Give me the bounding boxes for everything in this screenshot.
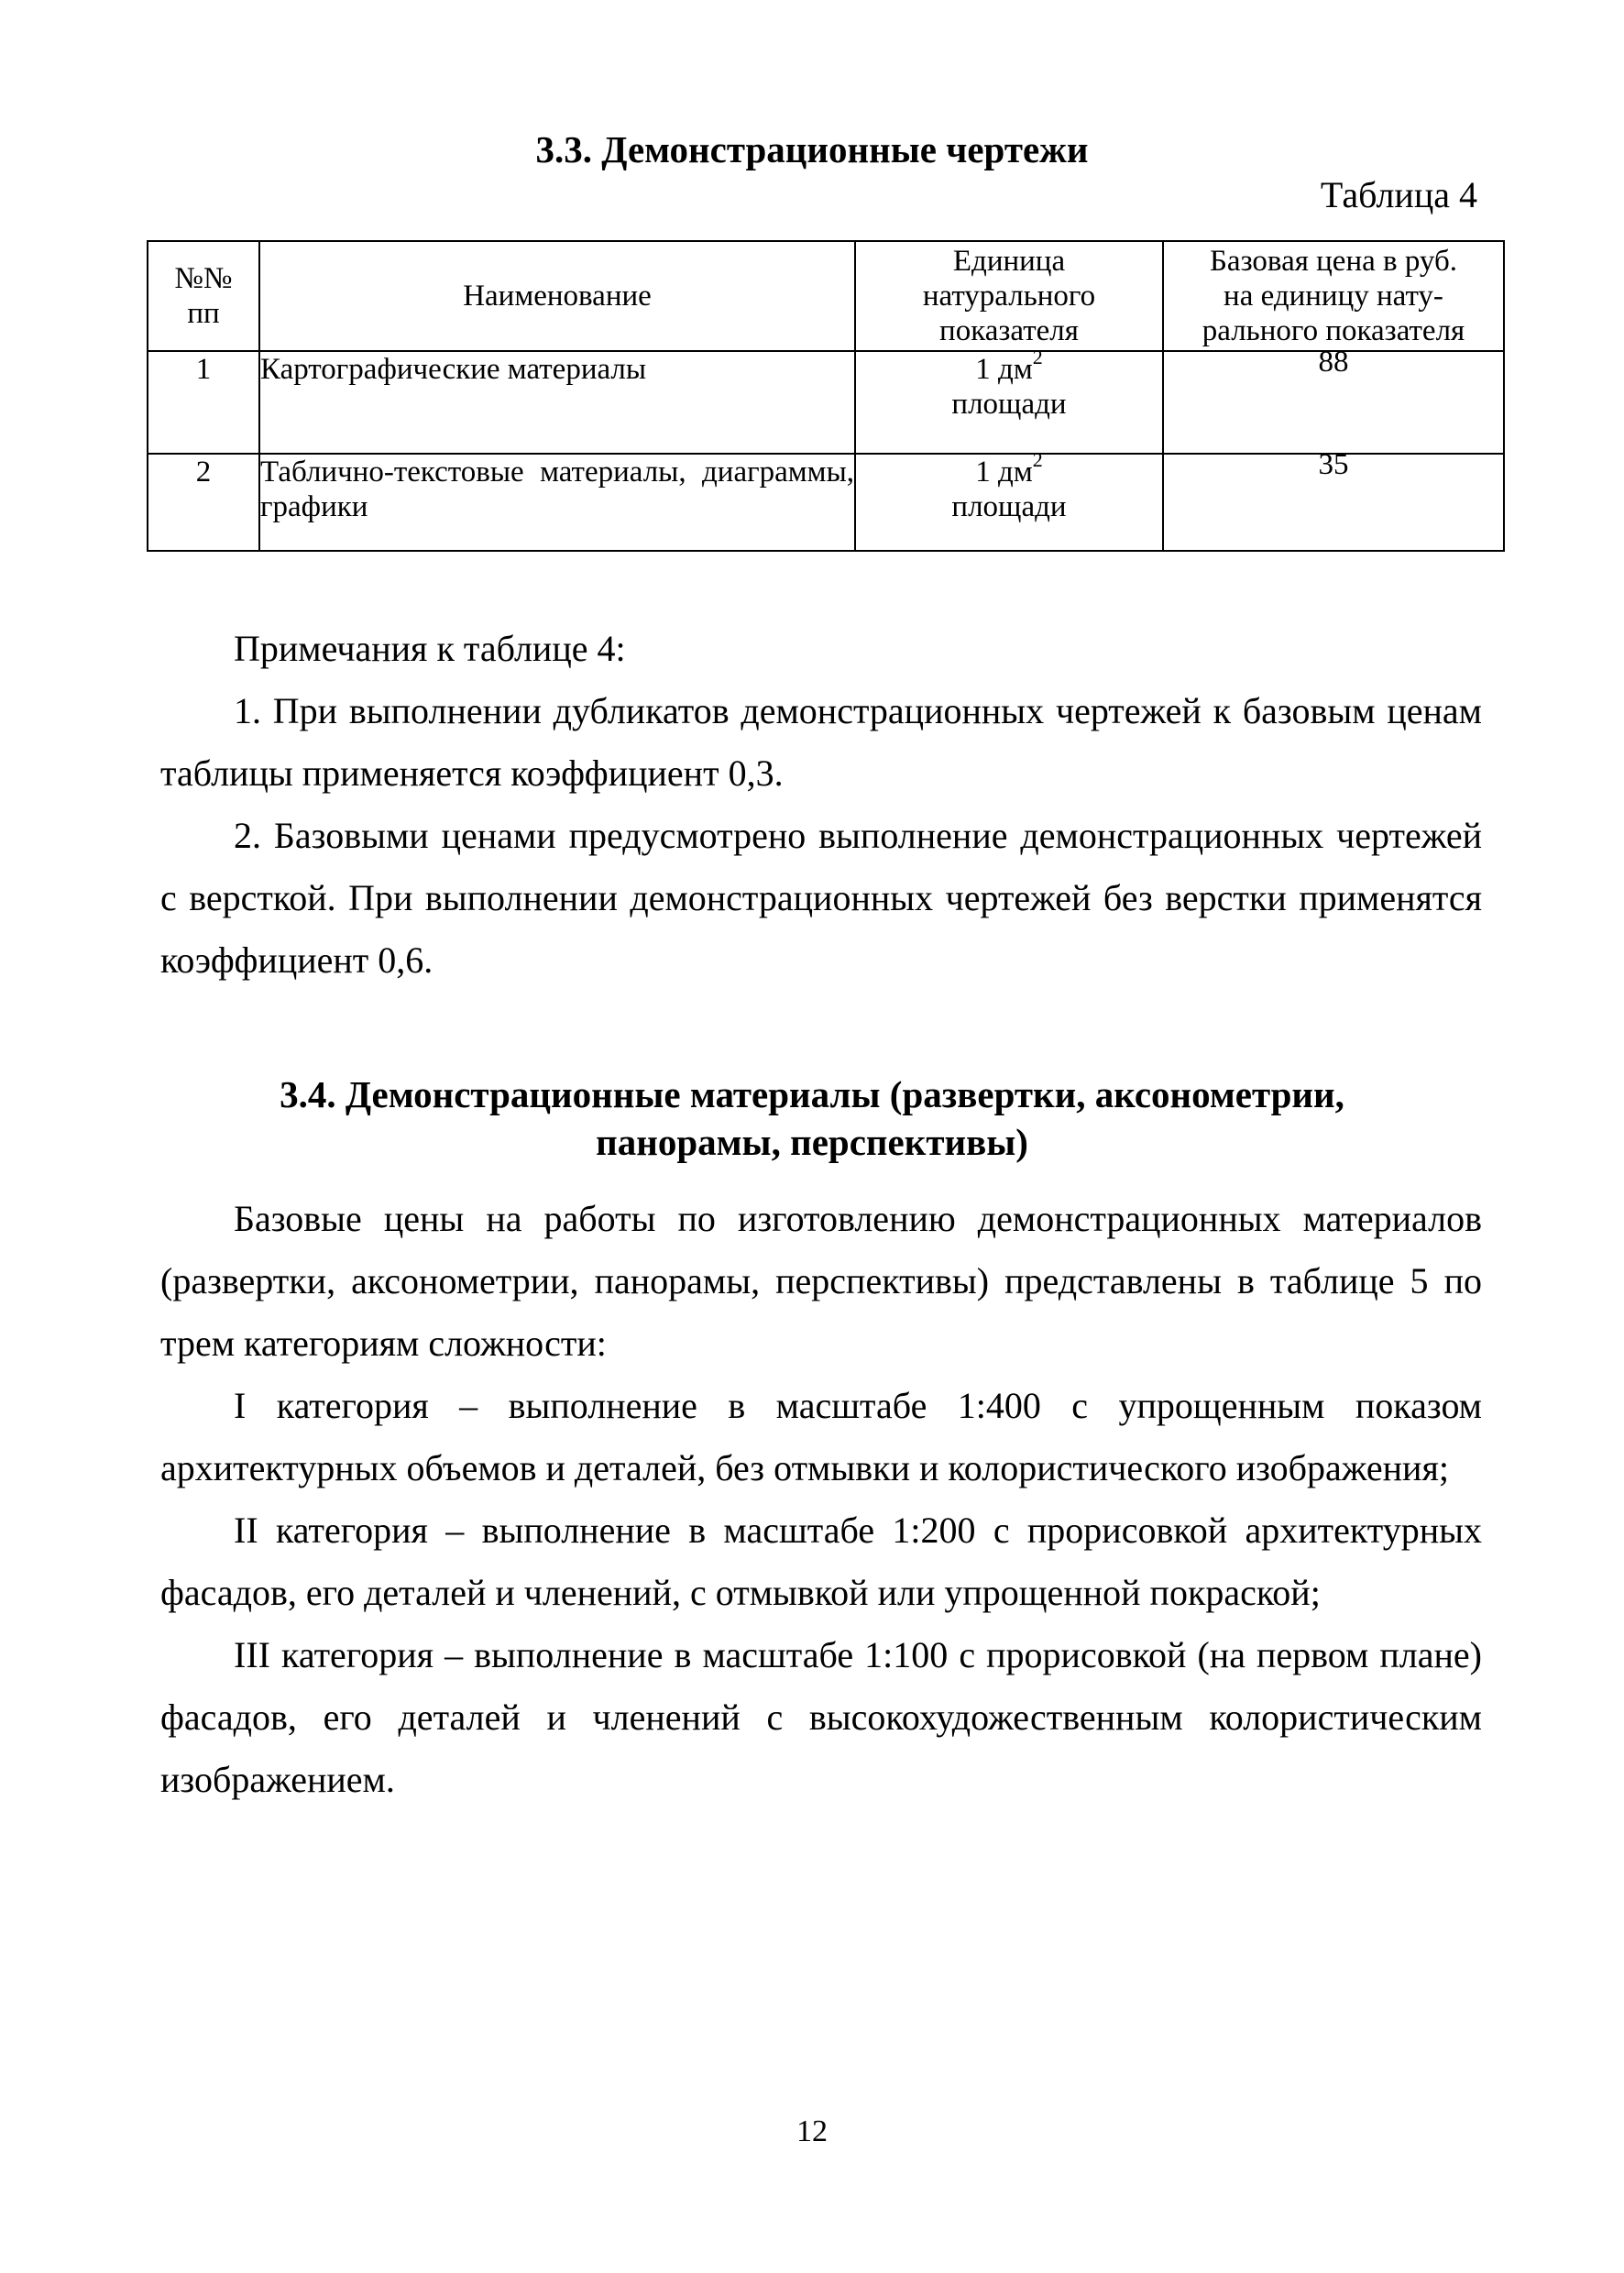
row-name: Картографические материалы [259,351,855,454]
section-heading-3-3: 3.3. Демонстрационные чертежи [535,128,1089,170]
table-label: Таблица 4 [1320,174,1477,215]
category-paragraph: III категория – выполнение в масштабе 1:100 с прорисовкой (на первом плане) фасадов, его деталей и членений с высокохудожественным колористическим изображением. [160,1634,1482,1800]
section-heading-3-4: 3.4. Демонстрационные материалы (развертки, аксонометрии, панорамы, перспективы) [280,1073,1344,1163]
header-base-price: Базовая цена в руб. на единицу нату- рального показателя [1163,241,1504,351]
table-row [148,351,1504,454]
table-row [148,454,1504,551]
category-paragraph: II категория – выполнение в масштабе 1:200 с прорисовкой архитектурных фасадов, его деталей и членений, с отмывкой или упрощенной покраской; [160,1510,1482,1613]
header-unit: Единица натурального показателя [855,241,1163,351]
row-unit: 1 $дм^2$ площади [855,454,1163,551]
row-unit: 1 $дм^2$ площади [855,351,1163,454]
price-table-4 [147,240,1505,552]
row-price: 35 [1163,454,1504,551]
row-number: 2 [148,454,259,551]
intro-paragraph: Базовые цены на работы по изготовлению демонстрационных материалов (развертки, аксонометрии, панорамы, перспективы) представлены в таблице 5 по трем категориям сложности: [160,1198,1482,1364]
note-paragraph: 2. Базовыми ценами предусмотрено выполнение демонстрационных чертежей с версткой. При выполнении демонстрационных чертежей без верстки применятся коэффициент 0,6. [160,815,1482,981]
category-paragraph: I категория – выполнение в масштабе 1:400 с упрощенным показом архитектурных объемов и деталей, без отмывки и колористического изображения; [160,1385,1482,1488]
note-paragraph: 1. При выполнении дубликатов демонстрационных чертежей к базовым ценам таблицы применяется коэффициент 0,3. [160,690,1482,794]
page-number: 12 [796,2114,828,2148]
row-price: 88 [1163,351,1504,454]
row-name: Таблично-текстовые материалы, диаграммы, графики [259,454,855,551]
notes-title: Примечания к таблице 4: [234,628,626,669]
table-header-row [148,241,1504,351]
header-name: Наименование [259,241,855,351]
header-number: №№ пп [148,241,259,351]
row-number: 1 [148,351,259,454]
